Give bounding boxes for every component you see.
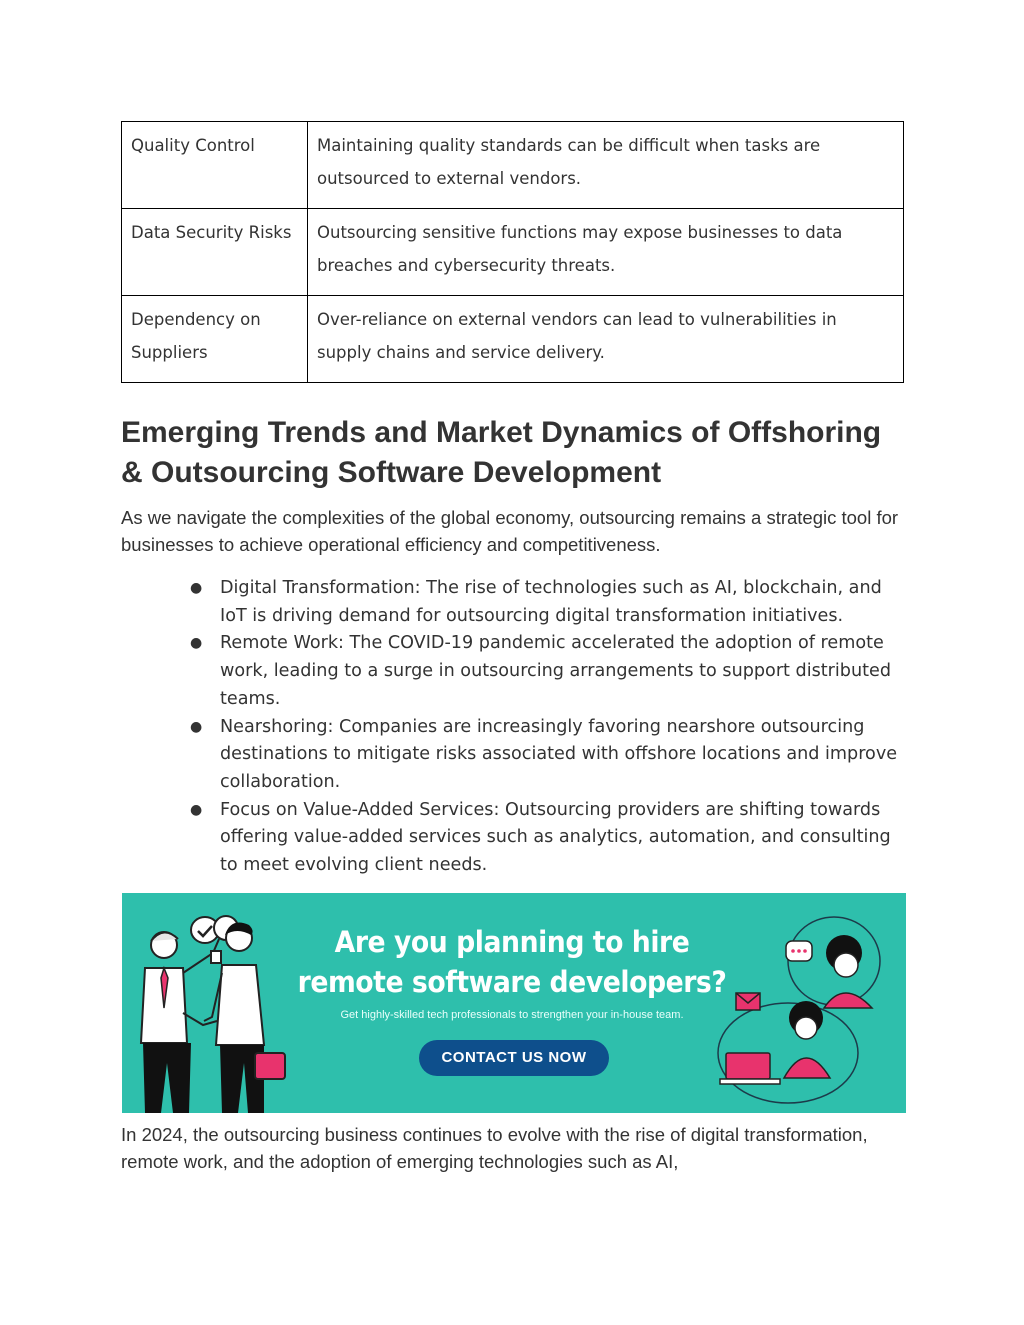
list-item	[190, 575, 910, 630]
table-row	[122, 122, 904, 209]
trends-list	[190, 575, 910, 880]
table-cell-description: Over-reliance on external vendors can lead to vulnerabilities in supply chains and service delivery.	[308, 296, 904, 383]
list-item-text: Remote Work: The COVID-19 pandemic accelerated the adoption of remote work, leading to a surge in outsourcing arrangements to support distributed teams.	[220, 633, 892, 709]
list-item	[190, 797, 910, 880]
bullet-icon: ●	[190, 635, 203, 652]
list-item-text: Digital Transformation: The rise of technologies such as AI, blockchain, and IoT is driving demand for outsourcing digital transformation initiatives.	[220, 578, 882, 626]
remote-developers-illustration	[706, 893, 906, 1113]
chat-bubble-icon	[786, 941, 812, 961]
closing-paragraph: In 2024, the outsourcing business continues to evolve with the rise of digital transformation, remote work, and the adoption of emerging technologies such as AI,	[121, 1124, 868, 1172]
table-row	[122, 296, 904, 383]
table-row	[122, 209, 904, 296]
handshake-illustration	[127, 893, 307, 1113]
table-cell-description: Outsourcing sensitive functions may expose businesses to data breaches and cybersecurity threats.	[308, 209, 904, 296]
list-item-text: Focus on Value-Added Services: Outsourcing providers are shifting towards offering value-added services such as analytics, automation, and consulting to meet evolving client needs.	[220, 799, 891, 876]
table-cell-label: Dependency on Suppliers	[122, 296, 308, 383]
list-item	[190, 714, 910, 797]
banner-subtitle: Get highly-skilled tech professionals to strengthen your in-house team.	[340, 1009, 684, 1021]
challenges-table	[121, 121, 904, 383]
list-item-text: Nearshoring: Companies are increasingly favoring nearshore outsourcing destinations to mitigate risks associated with offshore locations and improve collaboration.	[220, 716, 898, 792]
bullet-icon: ●	[190, 580, 203, 596]
list-item	[190, 630, 910, 713]
hiring-banner[interactable]	[122, 893, 906, 1113]
contact-us-button[interactable]: CONTACT US NOW	[419, 1040, 609, 1076]
banner-title-line1: Are you planning to hire	[334, 925, 690, 959]
section-heading: Emerging Trends and Market Dynamics of Offshoring & Outsourcing Software Development	[121, 416, 882, 489]
bullet-icon: ●	[190, 801, 203, 818]
banner-title-line2: remote software developers?	[297, 965, 727, 999]
laptop-icon	[720, 1053, 780, 1084]
table-cell-description: Maintaining quality standards can be difficult when tasks are outsourced to external vendors.	[308, 122, 904, 209]
envelope-icon	[736, 993, 760, 1010]
table-cell-label: Data Security Risks	[122, 209, 308, 296]
intro-paragraph: As we navigate the complexities of the global economy, outsourcing remains a strategic tool for businesses to achieve operational efficiency and competitiveness.	[121, 507, 899, 555]
table-cell-label: Quality Control	[122, 122, 308, 209]
bullet-icon: ●	[190, 718, 203, 735]
